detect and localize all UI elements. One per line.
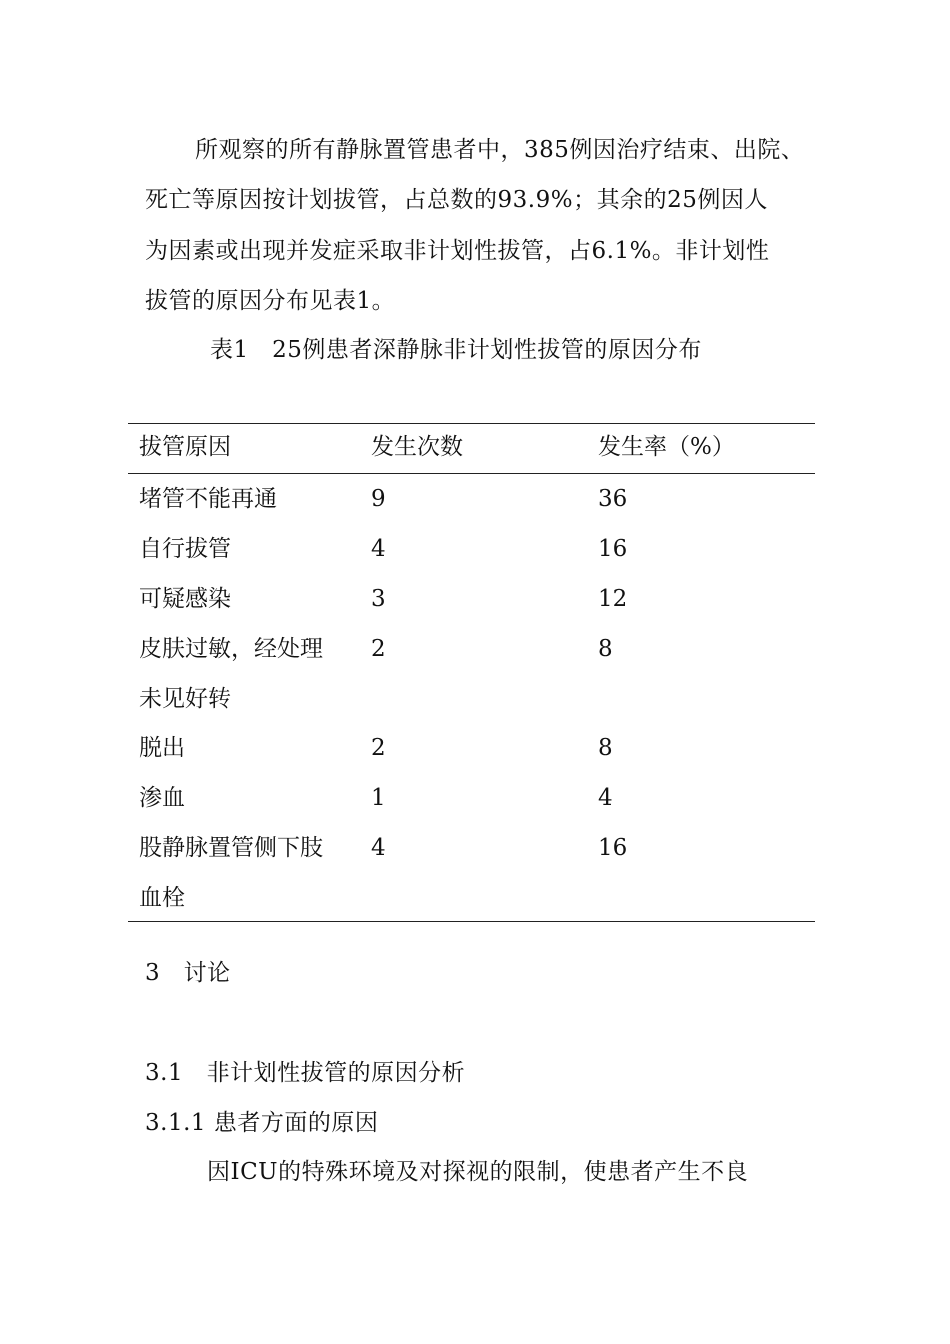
paragraph-line: 因ICU的特殊环境及对探视的限制，使患者产生不良 [207, 1159, 749, 1185]
table-cell: 8 [598, 735, 613, 761]
table-cell: 堵管不能再通 [139, 486, 277, 512]
paragraph-line: 拔管的原因分布见表1。 [145, 288, 396, 314]
paragraph-line: 为因素或出现并发症采取非计划性拔管，占6.1%。非计划性 [145, 238, 770, 264]
table-cell: 8 [598, 636, 613, 662]
table-cell: 自行拔管 [139, 536, 231, 562]
table-cell: 可疑感染 [139, 586, 231, 612]
table-cell: 4 [371, 536, 386, 562]
header-cell: 发生率（%） [598, 434, 735, 460]
table-cell: 3 [371, 586, 386, 612]
table-cell: 1 [371, 785, 386, 811]
table-cell: 渗血 [139, 785, 185, 811]
table-caption: 表1 25例患者深静脉非计划性拔管的原因分布 [210, 337, 702, 363]
table-bottom-rule [128, 921, 815, 922]
paragraph-line: 所观察的所有静脉置管患者中，385例因治疗结束、出院、 [195, 137, 805, 163]
paragraph-line: 死亡等原因按计划拔管，占总数的93.9%；其余的25例因人 [145, 187, 768, 213]
table-cell: 未见好转 [139, 686, 231, 712]
table-cell: 16 [598, 835, 628, 861]
table-cell: 4 [598, 785, 613, 811]
subsubsection-heading: 3.1.1 患者方面的原因 [145, 1110, 379, 1136]
table-cell: 36 [598, 486, 628, 512]
table-header-rule [128, 473, 815, 474]
table-cell: 9 [371, 486, 386, 512]
section-heading: 3 讨论 [145, 960, 231, 986]
table-cell: 12 [598, 586, 628, 612]
subsection-heading: 3.1 非计划性拔管的原因分析 [145, 1060, 466, 1086]
table-cell: 脱出 [139, 735, 185, 761]
header-cell: 拔管原因 [139, 434, 231, 460]
table-cell: 2 [371, 636, 386, 662]
header-cell: 发生次数 [371, 434, 463, 460]
table-top-rule [128, 423, 815, 424]
table-cell: 血栓 [139, 885, 185, 911]
table-cell: 2 [371, 735, 386, 761]
table-cell: 16 [598, 536, 628, 562]
table-cell: 皮肤过敏，经处理 [139, 636, 323, 662]
table-cell: 股静脉置管侧下肢 [139, 835, 323, 861]
table-cell: 4 [371, 835, 386, 861]
